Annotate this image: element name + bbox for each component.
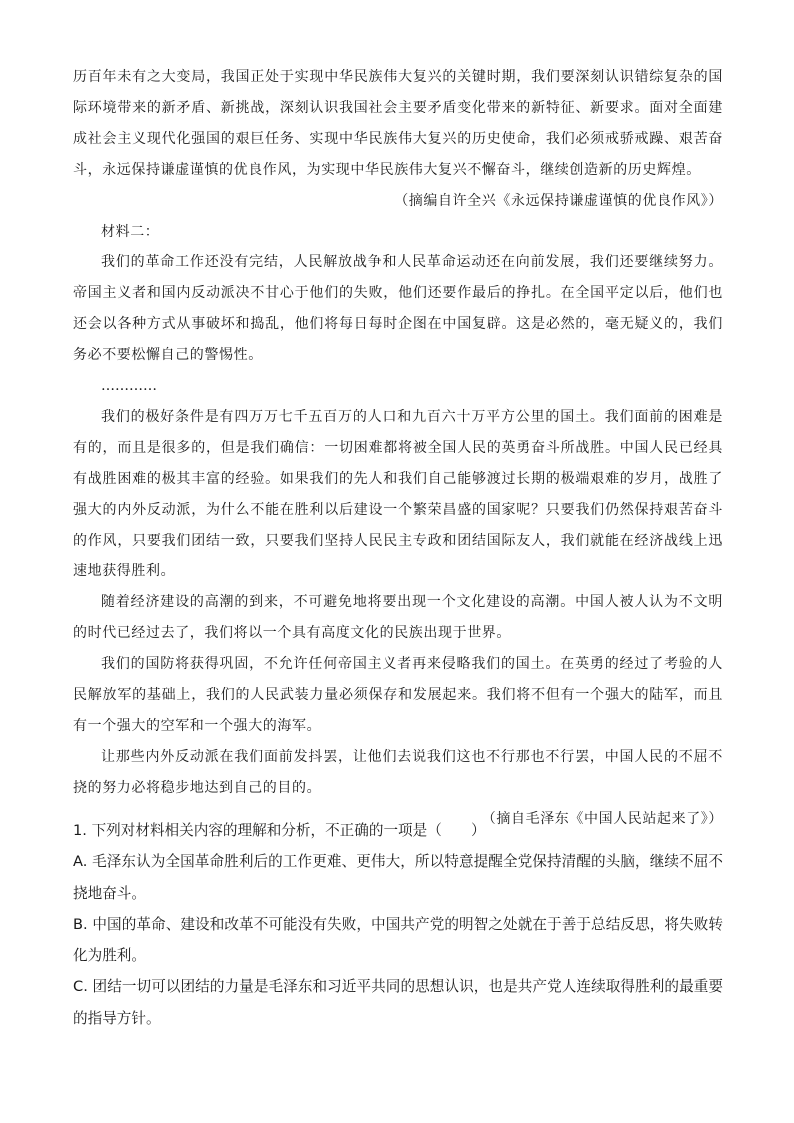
source-citation: （摘编自许全兴《永远保持谦虚谨慎的优良作风》） bbox=[394, 192, 723, 209]
passage-paragraph: 我们的极好条件是有四万万七千五百万的人口和九百六十万平方公里的国土。我们面前的困难是有的，而且是很多的，但是我们确信：一切困难都将被全国人民的英勇奋斗所战胜。中国人民已经具有战胜困难的极其丰富的经验。如果我们的先人和我们自己能够渡过长期的极端艰难的岁月，战胜了强大的内外反动派，为什么不能在胜利以后建设一个繁荣昌盛的国家呢？只要我们仍然保持艰苦奋斗的作风，只要我们团结一致，只要我们坚持人民民主专政和团结国际友人，我们就能在经济战线上迅速地获得胜利。 bbox=[73, 408, 723, 580]
option-a: A. 毛泽东认为全国革命胜利后的工作更难、更伟大，所以特意提醒全党保持清醒的头脑，继续不屈不挠地奋斗。 bbox=[73, 853, 723, 902]
ellipsis: ………… bbox=[101, 378, 157, 395]
option-b: B. 中国的革命、建设和改革不可能没有失败，中国共产党的明智之处就在于善于总结反思，将失败转化为胜利。 bbox=[73, 915, 723, 965]
option-c: C. 团结一切可以团结的力量是毛泽东和习近平共同的思想认识，也是共产党人连续取得胜利的最重要的指导方针。 bbox=[73, 978, 723, 1027]
material-heading: 材料二： bbox=[101, 223, 160, 240]
passage-paragraph: 让那些内外反动派在我们面前发抖罢，让他们去说我们这也不行那也不行罢，中国人民的不屈不挠的努力必将稳步地达到自己的目的。 bbox=[73, 748, 723, 796]
passage-paragraph: 历百年未有之大变局，我国正处于实现中华民族伟大复兴的关键时期，我们要深刻认识错综复杂的国际环境带来的新矛盾、新挑战，深刻认识我国社会主要矛盾变化带来的新特征、新要求。面对全面建成社会主义现代化强国的艰巨任务、实现中华民族伟大复兴的历史使命，我们必须戒骄戒躁、艰苦奋斗，永远保持谦虚谨慎的优良作风，为实现中华民族伟大复兴不懈奋斗，继续创造新的历史辉煌。 bbox=[73, 69, 723, 178]
passage-paragraph: 随着经济建设的高潮的到来，不可避免地将要出现一个文化建设的高潮。中国人被人认为不文明的时代已经过去了，我们将以一个具有高度文化的民族出现于世界。 bbox=[73, 594, 723, 642]
passage-paragraph: 我们的革命工作还没有完结，人民解放战争和人民革命运动还在向前发展，我们还要继续努力。帝国主义者和国内反动派决不甘心于他们的失败，他们还要作最后的挣扎。在全国平定以后，他们也还会以各种方式从事破坏和捣乱，他们将每日每时企图在中国复辟。这是必然的，毫无疑义的，我们务必不要松懈自己的警惕性。 bbox=[73, 254, 723, 364]
question-stem: 1. 下列对材料相关内容的理解和分析，不正确的一项是（ ） bbox=[73, 822, 486, 839]
reading-passage bbox=[73, 62, 723, 835]
passage-paragraph: 我们的国防将获得巩固，不允许任何帝国主义者再来侵略我们的国土。在英勇的经过了考验的人民解放军的基础上，我们的人民武装力量必须保存和发展起来。我们将不但有一个强大的陆军，而且有一个强大的空军和一个强大的海军。 bbox=[73, 656, 723, 735]
question-block bbox=[73, 815, 723, 1034]
source-citation: （摘自毛泽东《中国人民站起来了》） bbox=[481, 810, 723, 827]
